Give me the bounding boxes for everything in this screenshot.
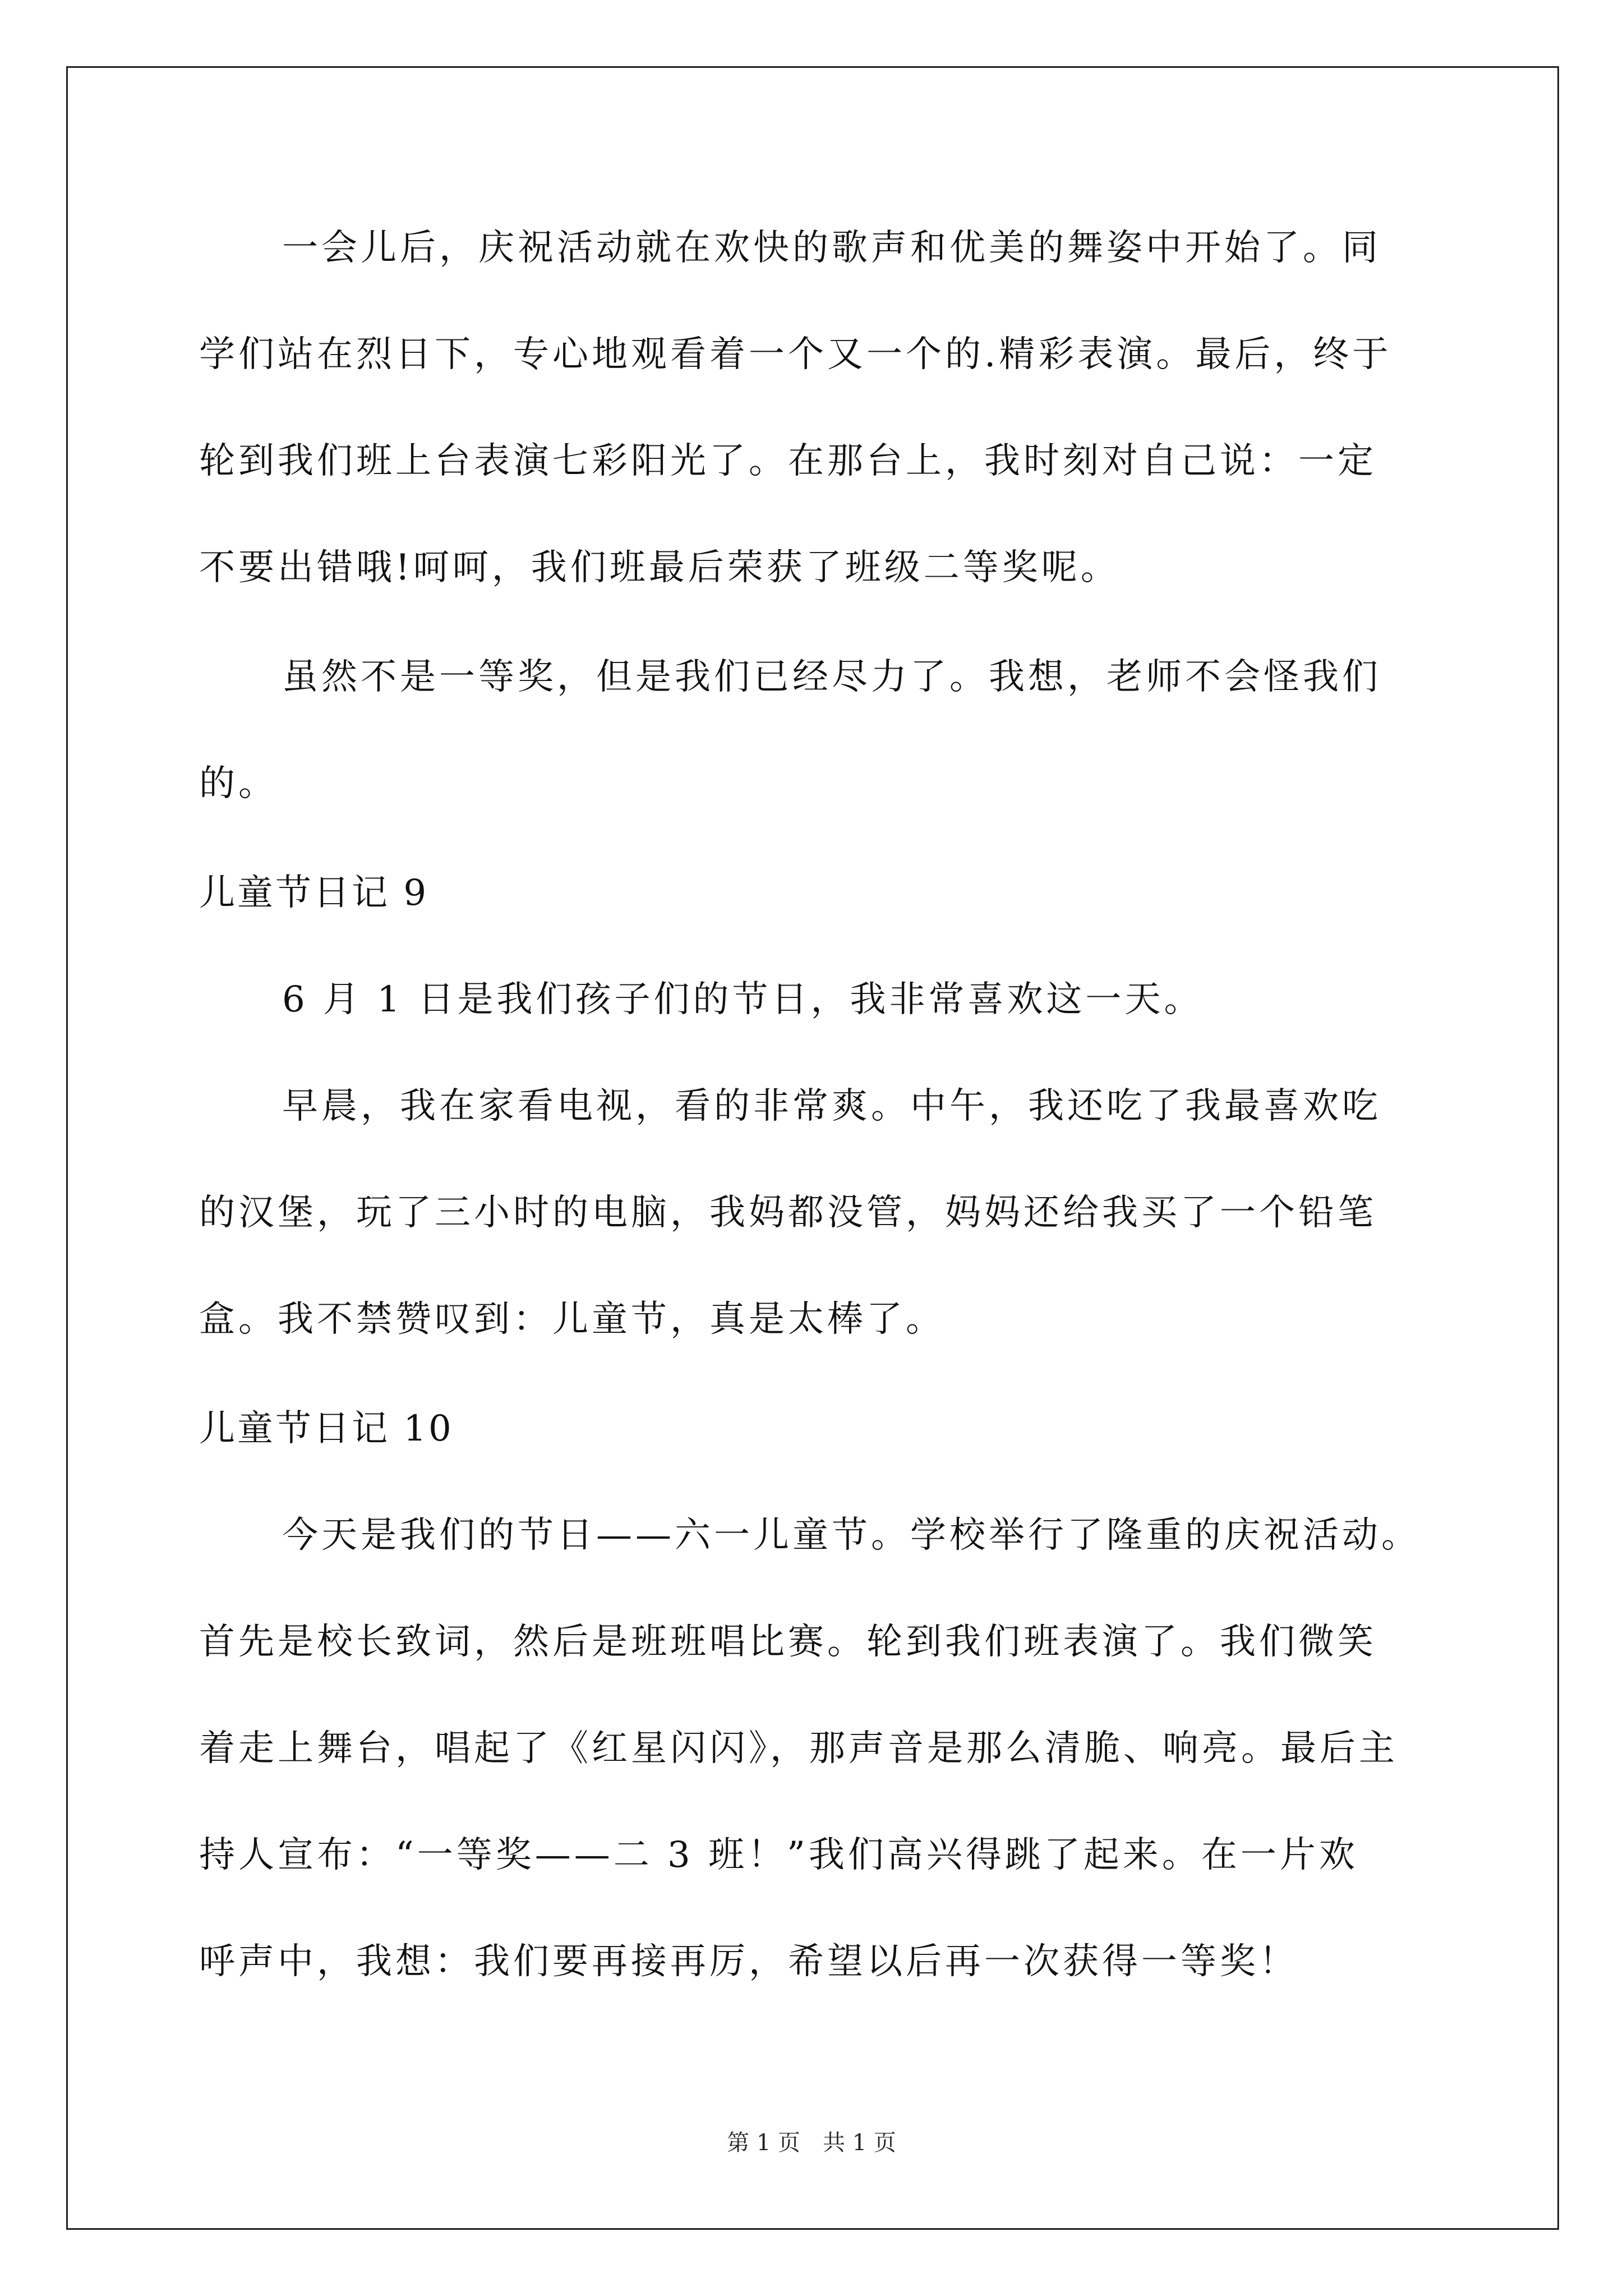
paragraph-line: 的。 bbox=[199, 763, 278, 804]
paragraph-line: 首先是校长致词，然后是班班唱比赛。轮到我们班表演了。我们微笑 bbox=[199, 1621, 1377, 1663]
paragraph-line: 一会儿后，庆祝活动就在欢快的歌声和优美的舞姿中开始了。同 bbox=[282, 227, 1381, 269]
paragraph-line: 呼声中，我想：我们要再接再厉，希望以后再一次获得一等奖！ bbox=[199, 1941, 1298, 1982]
paragraph-line: 学们站在烈日下，专心地观看着一个又一个的.精彩表演。最后，终于 bbox=[199, 334, 1392, 375]
page-border bbox=[66, 66, 1559, 2230]
paragraph-line: 的汉堡，玩了三小时的电脑，我妈都没管，妈妈还给我买了一个铅笔 bbox=[199, 1192, 1377, 1234]
paragraph-line: 轮到我们班上台表演七彩阳光了。在那台上，我时刻对自己说：一定 bbox=[199, 440, 1377, 482]
section-heading: 儿童节日记 10 bbox=[199, 1408, 454, 1450]
paragraph-line: 6 月 1 日是我们孩子们的节日，我非常喜欢这一天。 bbox=[282, 979, 1204, 1020]
section-heading: 儿童节日记 9 bbox=[199, 872, 429, 914]
paragraph-line: 着走上舞台，唱起了《红星闪闪》，那声音是那么清脆、响亮。最后主 bbox=[199, 1728, 1398, 1769]
page-footer: 第 1 页 共 1 页 bbox=[727, 2130, 896, 2156]
paragraph-line: 盒。我不禁赞叹到：儿童节，真是太棒了。 bbox=[199, 1299, 945, 1340]
paragraph-line: 持人宣布：“一等奖——二 3 班！”我们高兴得跳了起来。在一片欢 bbox=[199, 1834, 1358, 1876]
paragraph-line: 不要出错哦!呵呵，我们班最后荣获了班级二等奖呢。 bbox=[199, 547, 1120, 588]
paragraph-line: 早晨，我在家看电视，看的非常爽。中午，我还吃了我最喜欢吃 bbox=[282, 1085, 1381, 1127]
paragraph-line: 今天是我们的节日——六一儿童节。学校举行了隆重的庆祝活动。 bbox=[282, 1515, 1421, 1556]
paragraph-line: 虽然不是一等奖，但是我们已经尽力了。我想，老师不会怪我们 bbox=[282, 656, 1381, 698]
